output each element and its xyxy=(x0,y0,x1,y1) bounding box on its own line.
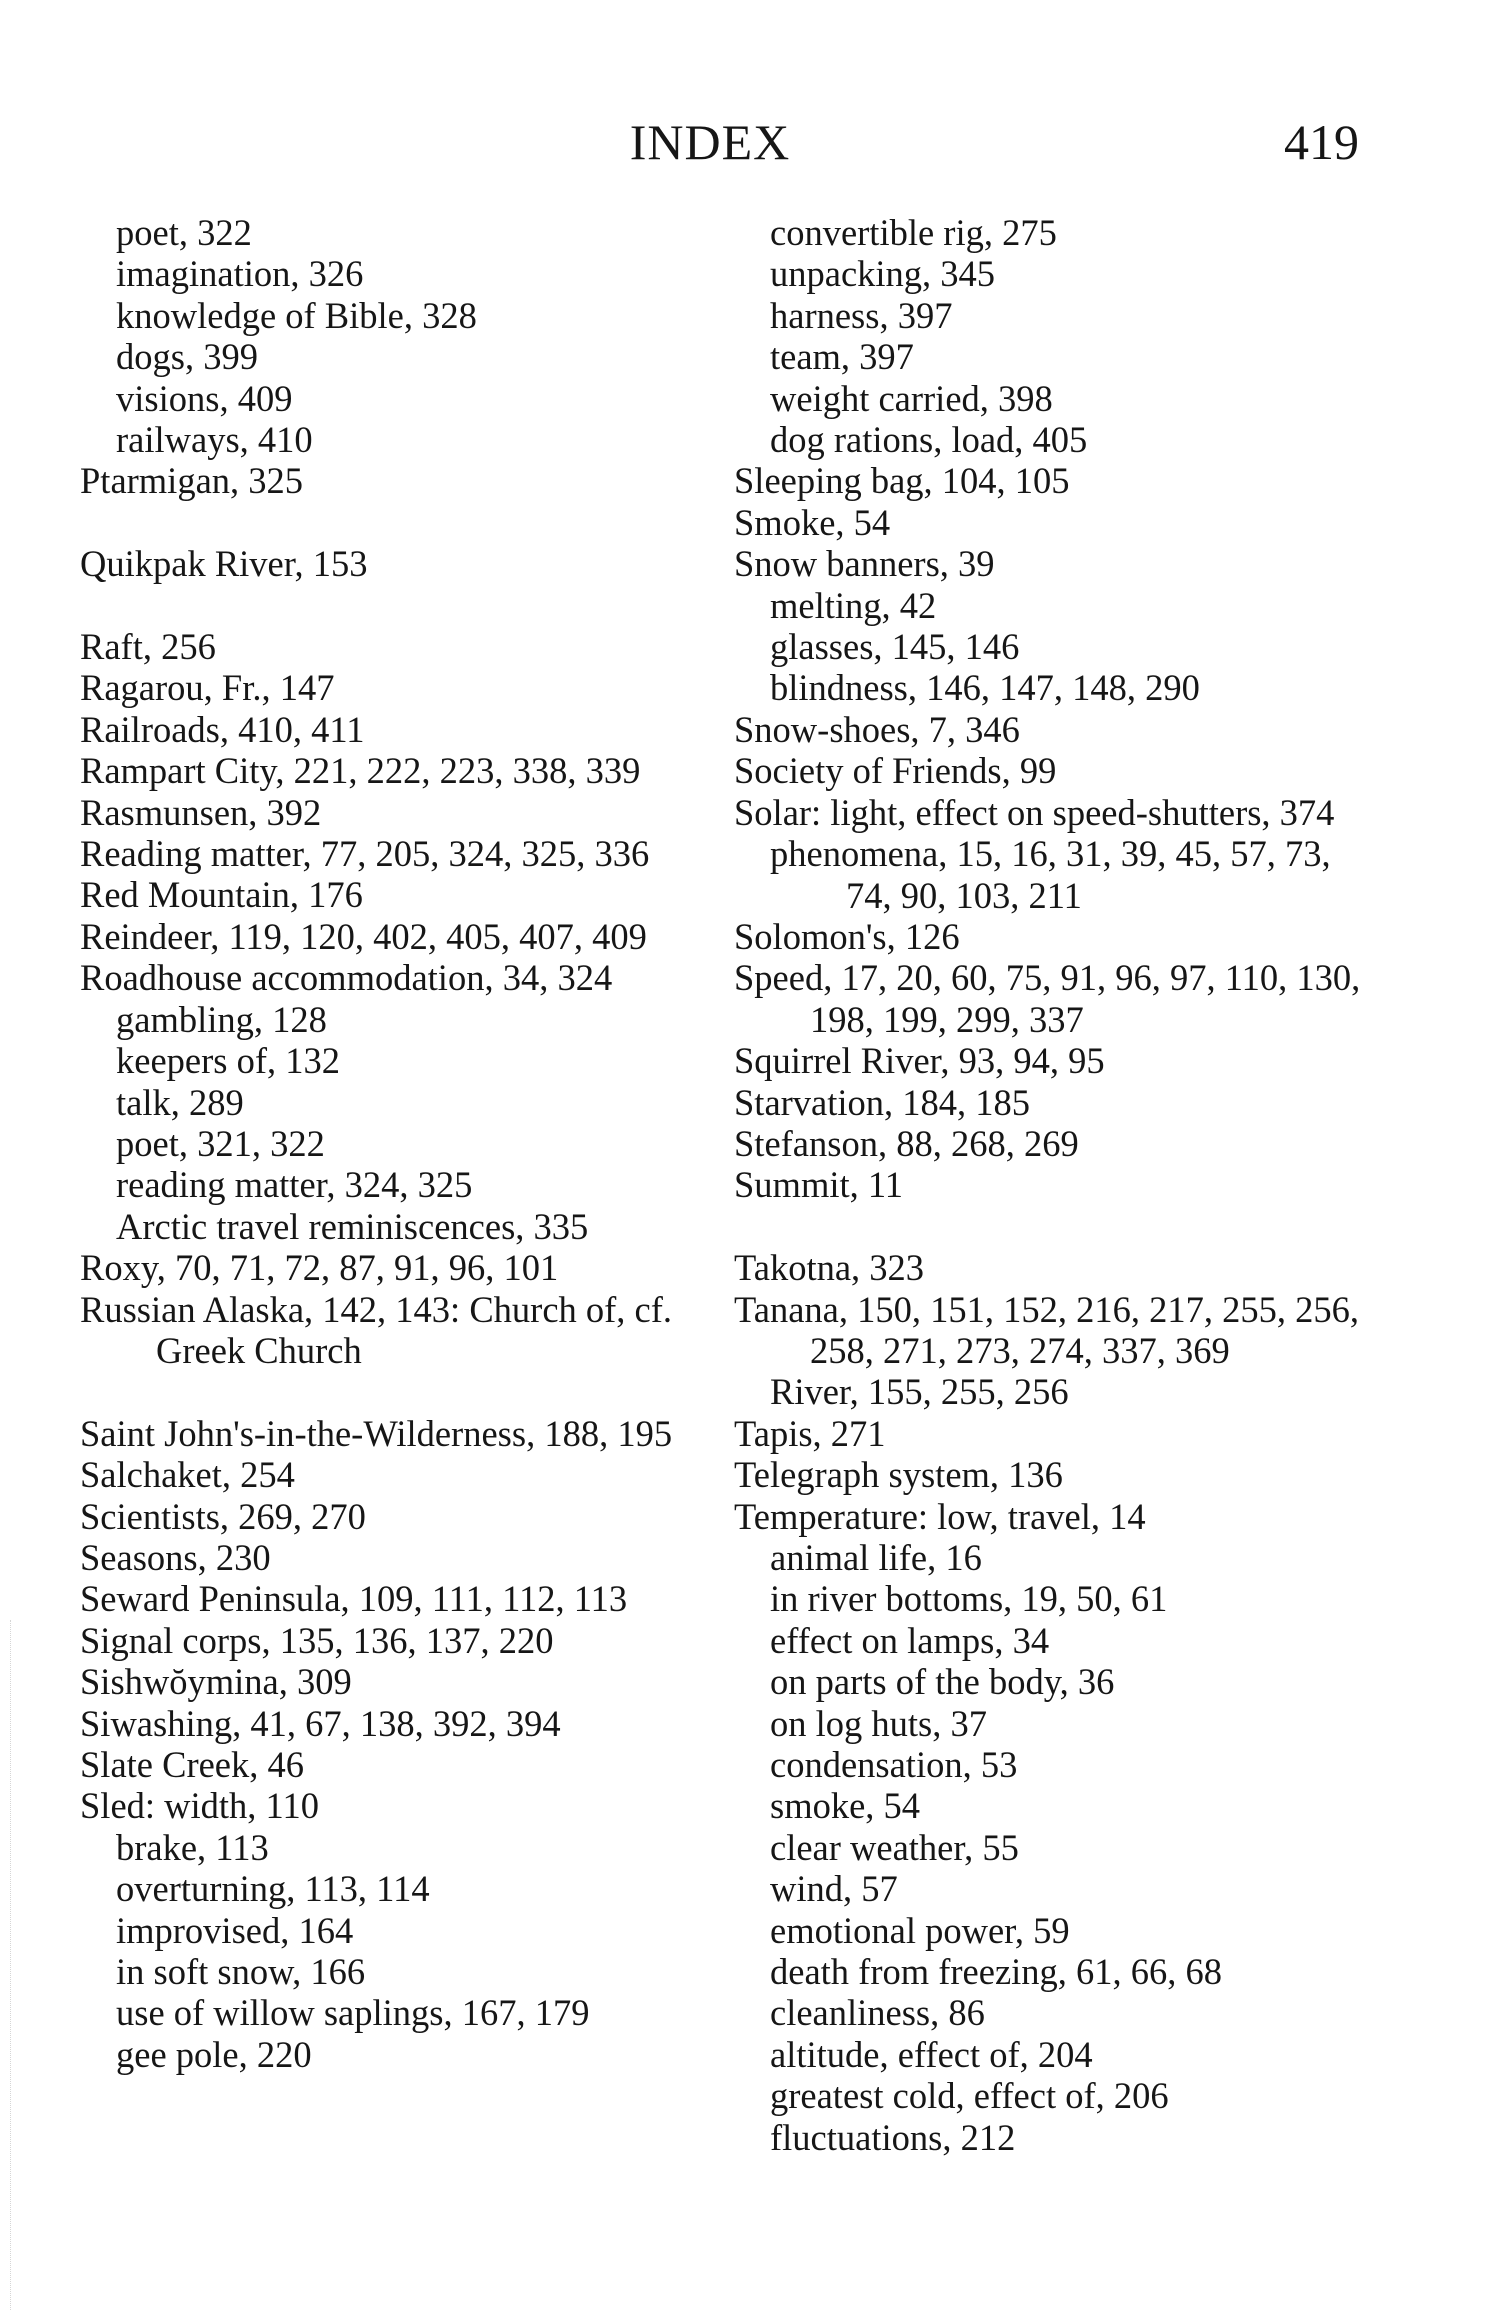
running-head xyxy=(0,112,1509,172)
index-subentry: gee pole, 220 xyxy=(116,2033,312,2075)
index-entry: Seward Peninsula, 109, 111, 112, 113 xyxy=(80,1578,628,1620)
index-subentry: death from freezing, 61, 66, 68 xyxy=(770,1951,1223,1993)
index-column-right xyxy=(734,212,1374,2158)
index-entry: Summit, 11 xyxy=(734,1164,904,1206)
index-subentry: on parts of the body, 36 xyxy=(770,1661,1115,1703)
index-subentry: clear weather, 55 xyxy=(770,1826,1019,1868)
page-number: 419 xyxy=(1284,114,1359,170)
index-subentry: on log huts, 37 xyxy=(770,1702,987,1744)
index-entry: Sishwŏymina, 309 xyxy=(80,1661,352,1703)
index-subentry: dog rations, load, 405 xyxy=(770,419,1088,461)
index-subentry: melting, 42 xyxy=(770,584,937,626)
index-entry: Solomon's, 126 xyxy=(734,915,960,957)
index-subentry: wind, 57 xyxy=(770,1868,898,1910)
index-entry: Raft, 256 xyxy=(80,626,216,668)
index-subentry: keepers of, 132 xyxy=(116,1040,340,1082)
index-subentry: improvised, 164 xyxy=(116,1909,354,1951)
index-subentry: effect on lamps, 34 xyxy=(770,1619,1050,1661)
index-entry: Reindeer, 119, 120, 402, 405, 407, 409 xyxy=(80,915,647,957)
index-subentry: poet, 322 xyxy=(116,212,252,253)
index-entry: Takotna, 323 xyxy=(734,1247,925,1289)
index-subentry: dogs, 399 xyxy=(116,336,258,378)
index-subentry: phenomena, 15, 16, 31, 39, 45, 57, 73, 74, 90, 103, 211 xyxy=(770,833,1331,916)
index-entry: Tanana, 150, 151, 152, 216, 217, 255, 256, 258, 271, 273, 274, 337, 369 xyxy=(734,1288,1359,1371)
index-entry: Sled: width, 110 xyxy=(80,1785,319,1827)
index-entry: Roadhouse accommodation, 34, 324 xyxy=(80,957,613,999)
index-subentry: in river bottoms, 19, 50, 61 xyxy=(770,1578,1168,1620)
index-subentry: River, 155, 255, 256 xyxy=(770,1371,1069,1413)
scan-edge-mark xyxy=(10,1620,12,2310)
index-subentry: overturning, 113, 114 xyxy=(116,1868,430,1910)
index-subentry: greatest cold, effect of, 206 xyxy=(770,2075,1169,2117)
index-entry: Starvation, 184, 185 xyxy=(734,1081,1031,1123)
index-entry: Roxy, 70, 71, 72, 87, 91, 96, 101 xyxy=(80,1247,559,1289)
index-entry: Telegraph system, 136 xyxy=(734,1454,1063,1496)
index-subentry: railways, 410 xyxy=(116,419,313,461)
index-entry: Red Mountain, 176 xyxy=(80,874,363,916)
index-subentry: harness, 397 xyxy=(770,294,953,336)
index-subentry: animal life, 16 xyxy=(770,1536,982,1578)
index-entry: Rasmunsen, 392 xyxy=(80,791,322,833)
index-entry: Smoke, 54 xyxy=(734,501,891,543)
index-entry: Speed, 17, 20, 60, 75, 91, 96, 97, 110, 130, 198, 199, 299, 337 xyxy=(734,957,1361,1040)
index-subentry: use of willow saplings, 167, 179 xyxy=(116,1992,590,2034)
index-subentry: reading matter, 324, 325 xyxy=(116,1164,473,1206)
index-subentry: unpacking, 345 xyxy=(770,253,996,295)
index-subentry: altitude, effect of, 204 xyxy=(770,2033,1093,2075)
index-entry: Ptarmigan, 325 xyxy=(80,460,304,502)
index-entry: Signal corps, 135, 136, 137, 220 xyxy=(80,1619,554,1661)
index-entry: Snow banners, 39 xyxy=(734,543,995,585)
index-entry: Solar: light, effect on speed-shutters, 374 xyxy=(734,791,1335,833)
index-subentry: poet, 321, 322 xyxy=(116,1122,325,1164)
index-subentry: condensation, 53 xyxy=(770,1744,1018,1786)
index-entry: Tapis, 271 xyxy=(734,1412,886,1454)
index-entry: Society of Friends, 99 xyxy=(734,750,1057,792)
index-entry: Salchaket, 254 xyxy=(80,1454,295,1496)
index-entry: Quikpak River, 153 xyxy=(80,543,368,585)
index-subentry: knowledge of Bible, 328 xyxy=(116,294,477,336)
index-entry: Railroads, 410, 411 xyxy=(80,708,365,750)
index-entry: Ragarou, Fr., 147 xyxy=(80,667,335,709)
index-entry: Seasons, 230 xyxy=(80,1536,271,1578)
index-entry: Reading matter, 77, 205, 324, 325, 336 xyxy=(80,833,650,875)
index-subentry: visions, 409 xyxy=(116,377,293,419)
index-entry: Saint John's-in-the-Wilderness, 188, 195 xyxy=(80,1412,673,1454)
index-subentry: fluctuations, 212 xyxy=(770,2116,1016,2158)
index-spacer xyxy=(80,1371,700,1412)
index-subentry: cleanliness, 86 xyxy=(770,1992,985,2034)
index-spacer xyxy=(734,1206,1374,1247)
index-spacer xyxy=(80,502,700,543)
index-subentry: brake, 113 xyxy=(116,1826,269,1868)
index-subentry: smoke, 54 xyxy=(770,1785,921,1827)
index-entry: Squirrel River, 93, 94, 95 xyxy=(734,1040,1105,1082)
index-entry: Slate Creek, 46 xyxy=(80,1743,305,1785)
index-entry: Sleeping bag, 104, 105 xyxy=(734,460,1070,502)
index-entry: Siwashing, 41, 67, 138, 392, 394 xyxy=(80,1702,561,1744)
index-subentry: emotional power, 59 xyxy=(770,1909,1070,1951)
index-subentry: imagination, 326 xyxy=(116,253,364,295)
index-entry: Snow-shoes, 7, 346 xyxy=(734,708,1020,750)
index-entry: Russian Alaska, 142, 143: Church of, cf. Greek Church xyxy=(80,1288,673,1371)
index-entry: Temperature: low, travel, 14 xyxy=(734,1495,1146,1537)
index-subentry: convertible rig, 275 xyxy=(770,212,1057,253)
index-entry: Stefanson, 88, 268, 269 xyxy=(734,1122,1079,1164)
index-subentry: glasses, 145, 146 xyxy=(770,626,1020,668)
index-subentry: Arctic travel reminiscences, 335 xyxy=(116,1205,589,1247)
index-subentry: gambling, 128 xyxy=(116,998,327,1040)
index-column-left xyxy=(80,212,700,2075)
index-entry: Scientists, 269, 270 xyxy=(80,1495,366,1537)
index-subentry: talk, 289 xyxy=(116,1081,244,1123)
index-subentry: team, 397 xyxy=(770,336,914,378)
index-subentry: in soft snow, 166 xyxy=(116,1951,366,1993)
index-subentry: blindness, 146, 147, 148, 290 xyxy=(770,667,1200,709)
index-subentry: weight carried, 398 xyxy=(770,377,1053,419)
index-spacer xyxy=(80,585,700,626)
index-entry: Rampart City, 221, 222, 223, 338, 339 xyxy=(80,750,641,792)
page-title: INDEX xyxy=(629,114,791,170)
